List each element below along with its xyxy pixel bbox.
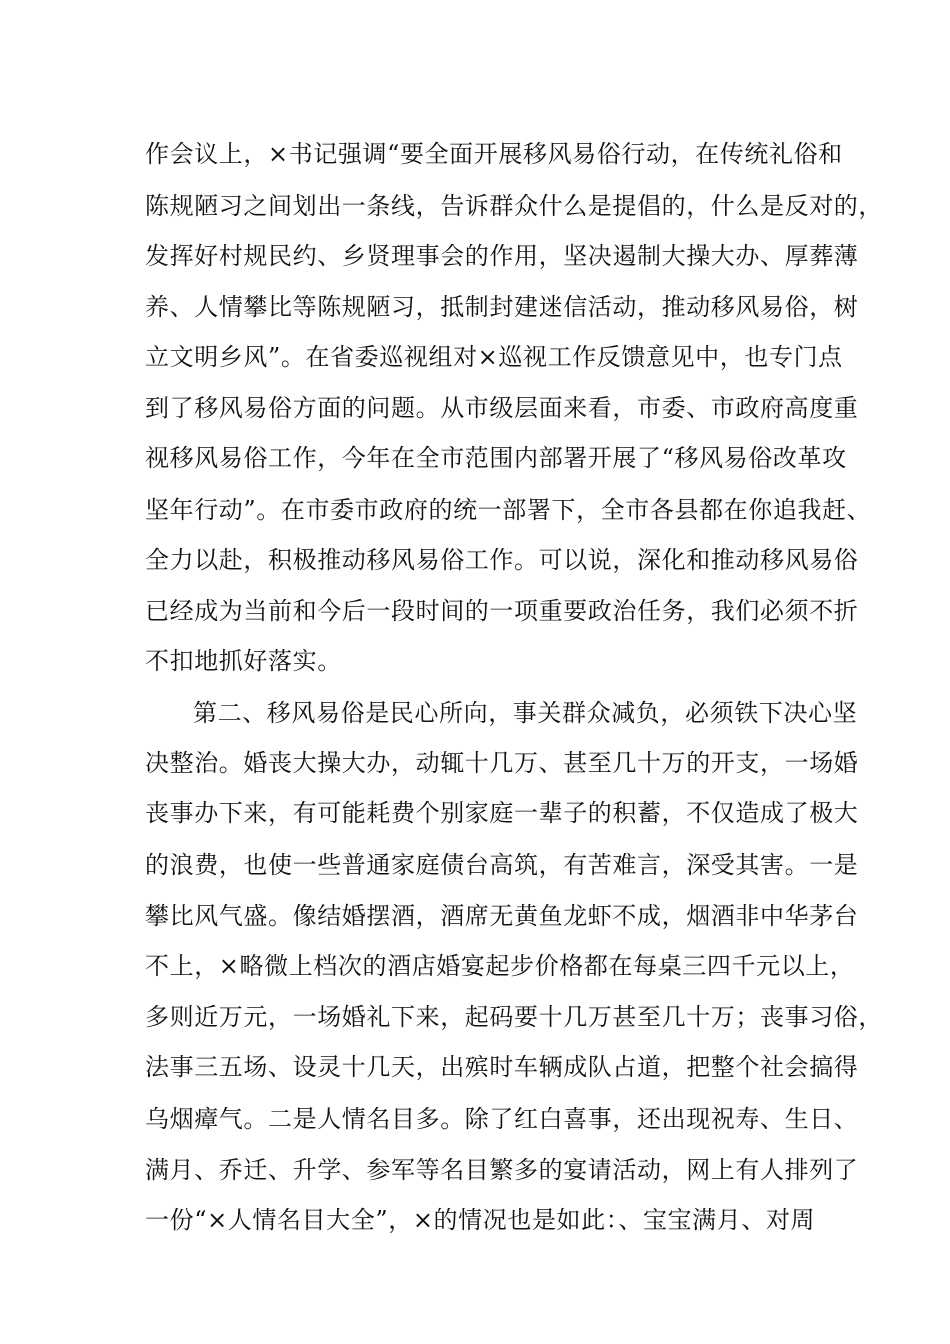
text-line: 坚年行动”。在市委市政府的统一部署下，全市各县都在你追我赶、 <box>145 496 872 524</box>
text-line: 乌烟瘴气。二是人情名目多。除了红白喜事，还出现祝寿、生日、 <box>145 1105 859 1133</box>
text-line: 攀比风气盛。像结婚摆酒，酒席无黄鱼龙虾不成，烟酒非中华茅台 <box>145 902 859 930</box>
text-line: 不扣地抓好落实。 <box>145 647 342 675</box>
text-line: 丧事办下来，有可能耗费个别家庭一辈子的积蓄，不仅造成了极大 <box>145 799 859 827</box>
text-line: 发挥好村规民约、乡贤理事会的作用，坚决遏制大操大办、厚葬薄 <box>145 242 859 270</box>
text-line: 立文明乡风”。在省委巡视组对×巡视工作反馈意见中，也专门点 <box>145 343 843 371</box>
text-line: 满月、乔迁、升学、参军等名目繁多的宴请活动，网上有人排列了 <box>145 1156 859 1184</box>
text-line: 已经成为当前和今后一段时间的一项重要政治任务，我们必须不折 <box>145 597 859 625</box>
text-line: 作会议上，×书记强调“要全面开展移风易俗行动，在传统礼俗和 <box>145 140 843 168</box>
text-line: 不上，×略微上档次的酒店婚宴起步价格都在每桌三四千元以上， <box>145 952 855 980</box>
text-line: 的浪费，也使一些普通家庭债台高筑，有苦难言，深受其害。一是 <box>145 851 859 879</box>
text-line: 一份“×人情名目大全”，×的情况也是如此：、宝宝满月、对周 <box>145 1206 816 1234</box>
text-line: 多则近万元，一场婚礼下来，起码要十几万甚至几十万；丧事习俗， <box>145 1003 883 1031</box>
text-line: 陈规陋习之间划出一条线，告诉群众什么是提倡的，什么是反对的， <box>145 192 883 220</box>
text-line: 到了移风易俗方面的问题。从市级层面来看，市委、市政府高度重 <box>145 394 859 422</box>
text-line: 视移风易俗工作，今年在全市范围内部署开展了“移风易俗改革攻 <box>145 444 847 472</box>
text-line: 全力以赴，积极推动移风易俗工作。可以说，深化和推动移风易俗 <box>145 546 859 574</box>
text-line: 养、人情攀比等陈规陋习，抵制封建迷信活动，推动移风易俗，树 <box>145 293 859 321</box>
text-line: 法事三五场、设灵十几天，出殡时车辆成队占道，把整个社会搞得 <box>145 1053 859 1081</box>
paragraph-start-line: 第二、移风易俗是民心所向，事关群众减负，必须铁下决心坚 <box>193 699 858 727</box>
text-line: 决整治。婚丧大操大办，动辄十几万、甚至几十万的开支，一场婚 <box>145 749 859 777</box>
